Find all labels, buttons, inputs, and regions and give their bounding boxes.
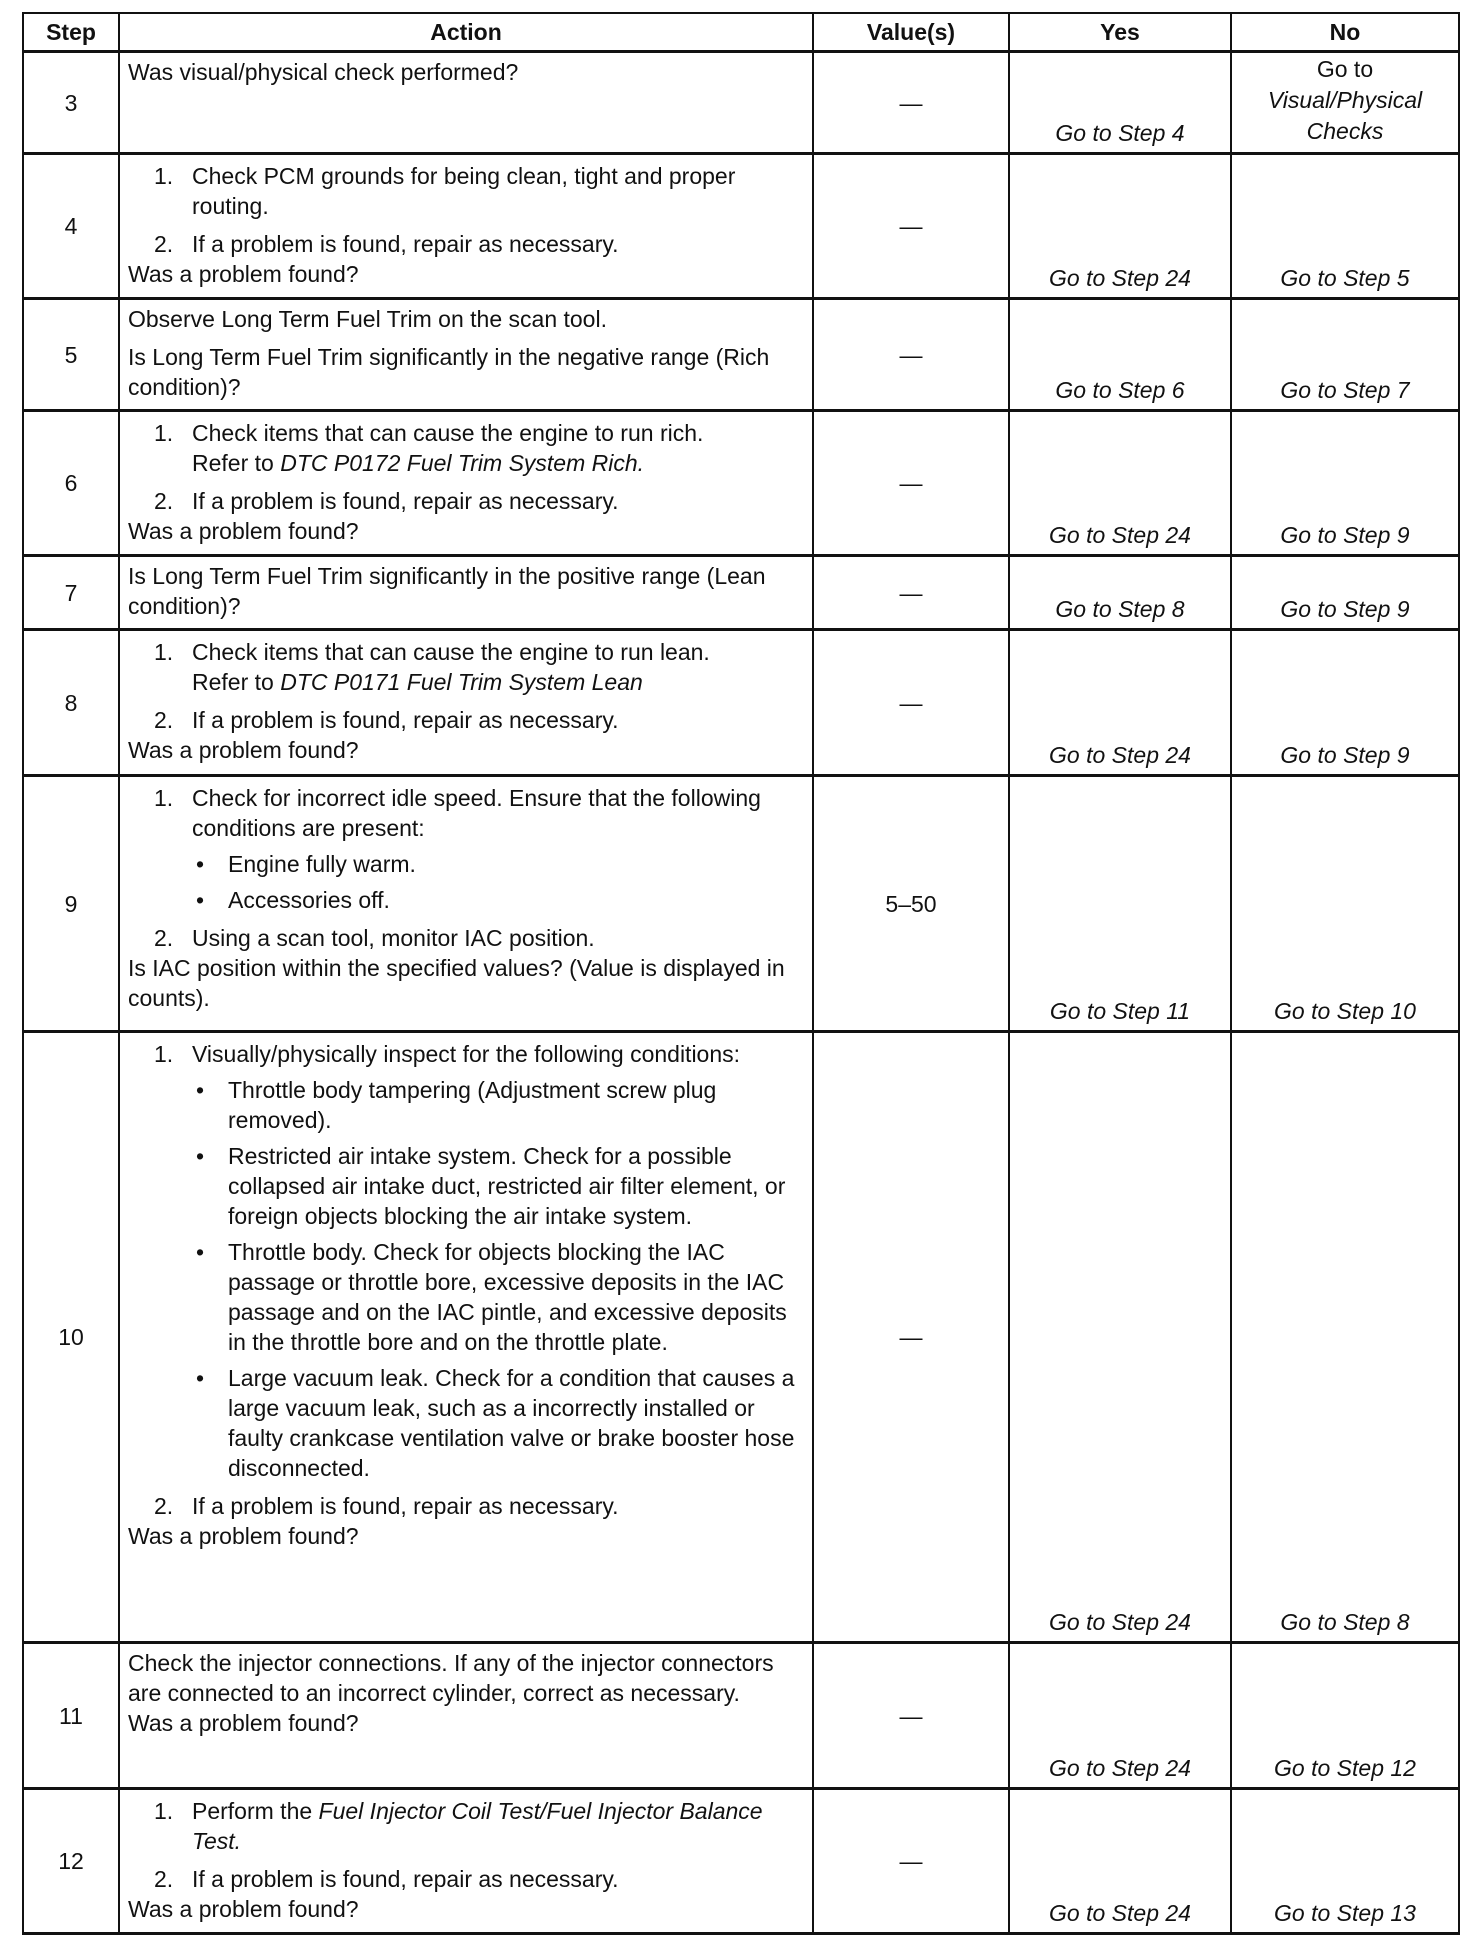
action-cell [119, 556, 813, 630]
instruction-1: 1. Visually/physically inspect for the following conditions: [154, 1041, 741, 1067]
no-cell: Go to Step 12 [1231, 1643, 1459, 1789]
no-cell: Go to Step 9 [1231, 556, 1459, 630]
action-cell [119, 299, 813, 411]
instruction-1: 1. Check for incorrect idle speed. Ensure that the following conditions are present: [154, 785, 761, 841]
header-no: No [1231, 13, 1459, 52]
value-cell: — [813, 1643, 1009, 1789]
no-cell: Go to Step 5 [1231, 154, 1459, 299]
diagnostic-table-sheet [22, 12, 1458, 1935]
table-row [23, 411, 1459, 556]
question-text: Is Long Term Fuel Trim significantly in the negative range (Rich condition)? [128, 344, 770, 400]
action-cell [119, 52, 813, 154]
bullet-item: • Throttle body. Check for objects blocking the IAC passage or throttle bore, excessive deposits in the IAC passage and on the IAC pintle, and excessive deposits in the throttle bore and on the throttle plate. [196, 1239, 787, 1355]
action-cell [119, 154, 813, 299]
action-cell [119, 1789, 813, 1934]
step-number: 12 [23, 1789, 119, 1934]
value-cell: — [813, 154, 1009, 299]
bullet-item: • Throttle body tampering (Adjustment screw plug removed). [196, 1077, 717, 1133]
action-cell [119, 776, 813, 1032]
value-cell: — [813, 299, 1009, 411]
no-cell: Go to Step 9 [1231, 630, 1459, 776]
table-row [23, 52, 1459, 154]
yes-cell: Go to Step 24 [1009, 154, 1231, 299]
bullet-item: • Accessories off. [196, 887, 390, 913]
yes-cell: Go to Step 24 [1009, 1643, 1231, 1789]
table-row [23, 776, 1459, 1032]
yes-cell: Go to Step 6 [1009, 299, 1231, 411]
question-text: Was a problem found? [128, 261, 359, 287]
yes-cell: Go to Step 11 [1009, 776, 1231, 1032]
header-step: Step [23, 13, 119, 52]
header-action: Action [119, 13, 813, 52]
yes-cell: Go to Step 24 [1009, 411, 1231, 556]
header-row [23, 13, 1459, 52]
reference-link: Fuel Injector Coil Test/Fuel Injector Balance Test. [192, 1798, 763, 1854]
step-number: 10 [23, 1032, 119, 1643]
value-cell: — [813, 1789, 1009, 1934]
question-text: Was a problem found? [128, 1523, 359, 1549]
no-cell: Go to Step 7 [1231, 299, 1459, 411]
value-cell: — [813, 411, 1009, 556]
question-text: Was a problem found? [128, 1710, 359, 1736]
question-text: Was a problem found? [128, 518, 359, 544]
yes-cell: Go to Step 24 [1009, 630, 1231, 776]
action-cell [119, 411, 813, 556]
yes-cell: Go to Step 24 [1009, 1789, 1231, 1934]
instruction-1: 1. Check PCM grounds for being clean, tight and proper routing. [154, 163, 736, 219]
bullet-item: • Restricted air intake system. Check for a possible collapsed air intake duct, restricted air filter element, or foreign objects blocking the air intake system. [196, 1143, 786, 1229]
action-cell [119, 1643, 813, 1789]
instruction-2: 2. If a problem is found, repair as necessary. [154, 488, 619, 514]
action-text: Observe Long Term Fuel Trim on the scan tool. [128, 306, 607, 332]
reference-link: DTC P0171 Fuel Trim System Lean [280, 669, 643, 695]
table-row [23, 1032, 1459, 1643]
action-cell [119, 1032, 813, 1643]
action-text: Check the injector connections. If any of the injector connectors are connected to an incorrect cylinder, correct as necessary. [128, 1650, 774, 1706]
reference-link: DTC P0172 Fuel Trim System Rich. [280, 450, 645, 476]
question-text: Was a problem found? [128, 1896, 359, 1922]
value-cell: 5–50 [813, 776, 1009, 1032]
instruction-1: 1. Check items that can cause the engine to run lean. Refer to DTC P0171 Fuel Trim System Lean [154, 639, 710, 695]
table-row [23, 1643, 1459, 1789]
step-number: 11 [23, 1643, 119, 1789]
instruction-1: 1. Check items that can cause the engine to run rich. Refer to DTC P0172 Fuel Trim System Rich. [154, 420, 704, 476]
table-row [23, 154, 1459, 299]
no-line-2: Visual/Physical [1267, 87, 1423, 113]
value-cell: — [813, 630, 1009, 776]
question-text: Is IAC position within the specified values? (Value is displayed in counts). [128, 955, 785, 1011]
step-number: 7 [23, 556, 119, 630]
no-cell: Go to Step 8 [1231, 1032, 1459, 1643]
instruction-2: 2. Using a scan tool, monitor IAC position. [154, 925, 595, 951]
yes-cell: Go to Step 4 [1009, 52, 1231, 154]
step-number: 8 [23, 630, 119, 776]
instruction-2: 2. If a problem is found, repair as necessary. [154, 231, 619, 257]
header-yes: Yes [1009, 13, 1231, 52]
table-row [23, 1789, 1459, 1934]
instruction-1: 1. Perform the Fuel Injector Coil Test/Fuel Injector Balance Test. [154, 1798, 763, 1854]
yes-cell: Go to Step 24 [1009, 1032, 1231, 1643]
action-cell [119, 630, 813, 776]
value-cell: — [813, 52, 1009, 154]
instruction-2: 2. If a problem is found, repair as necessary. [154, 707, 619, 733]
table-row [23, 299, 1459, 411]
table-row [23, 556, 1459, 630]
no-cell: Go to Step 9 [1231, 411, 1459, 556]
no-line-1: Go to [1316, 56, 1374, 82]
value-cell: — [813, 1032, 1009, 1643]
step-number: 6 [23, 411, 119, 556]
header-value: Value(s) [813, 13, 1009, 52]
value-cell: — [813, 556, 1009, 630]
question-text: Is Long Term Fuel Trim significantly in the positive range (Lean condition)? [128, 563, 766, 619]
instruction-2: 2. If a problem is found, repair as necessary. [154, 1866, 619, 1892]
no-cell: Go to Step 13 [1231, 1789, 1459, 1934]
bullet-item: • Large vacuum leak. Check for a condition that causes a large vacuum leak, such as a incorrectly installed or faulty crankcase ventilation valve or brake booster hose disconnected. [196, 1365, 795, 1481]
yes-cell: Go to Step 8 [1009, 556, 1231, 630]
step-number: 4 [23, 154, 119, 299]
table-row [23, 630, 1459, 776]
no-cell: Go to Step 10 [1231, 776, 1459, 1032]
instruction-2: 2. If a problem is found, repair as necessary. [154, 1493, 619, 1519]
no-cell [1231, 52, 1459, 154]
question-text: Was visual/physical check performed? [128, 59, 519, 85]
question-text: Was a problem found? [128, 737, 359, 763]
no-line-3: Checks [1306, 118, 1384, 144]
step-number: 5 [23, 299, 119, 411]
bullet-item: • Engine fully warm. [196, 851, 416, 877]
step-number: 9 [23, 776, 119, 1032]
diagnostic-table [22, 12, 1460, 1935]
step-number: 3 [23, 52, 119, 154]
